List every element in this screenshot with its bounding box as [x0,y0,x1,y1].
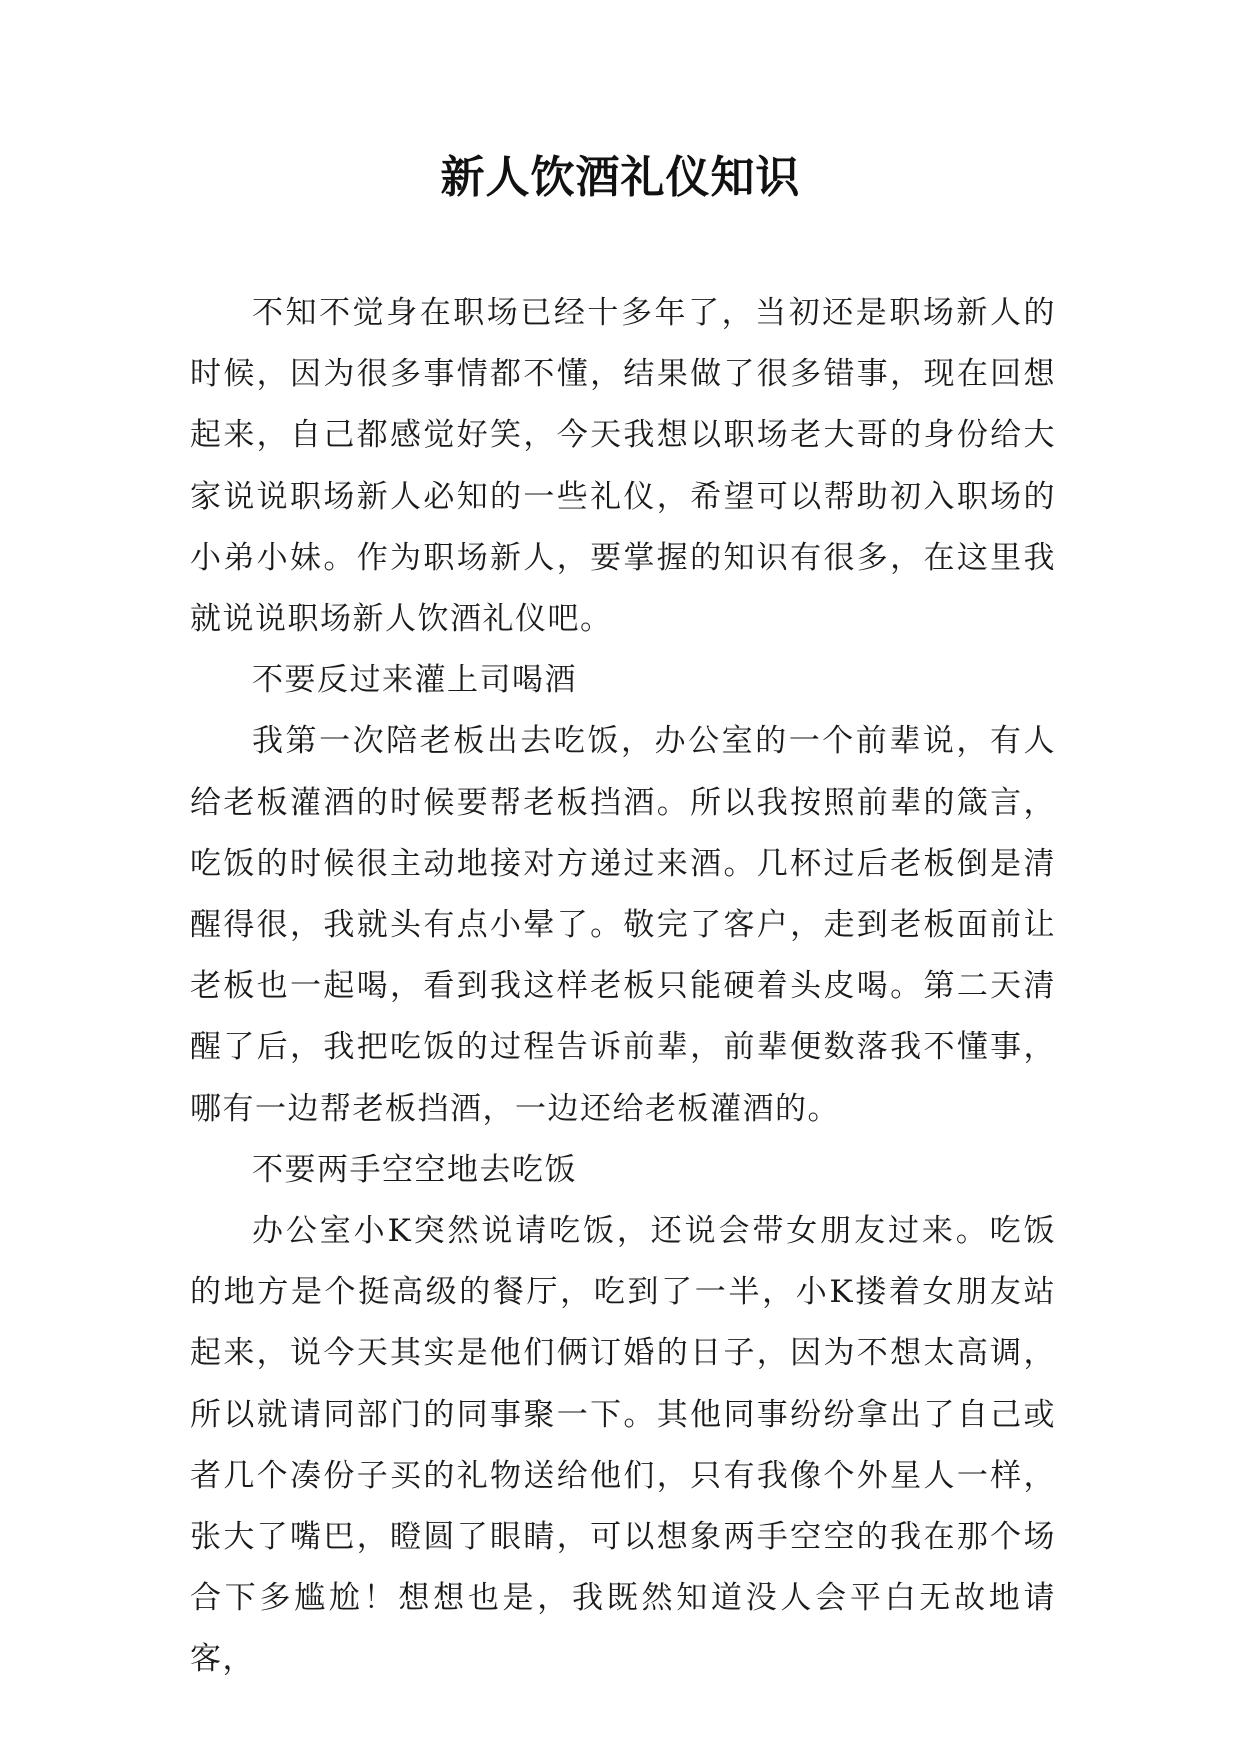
paragraph-intro: 不知不觉身在职场已经十多年了，当初还是职场新人的时候，因为很多事情都不懂，结果做了很多错事，现在回想起来，自己都感觉好笑，今天我想以职场老大哥的身份给大家说说职场新人必知的一些礼仪，希望可以帮助初入职场的小弟小妹。作为职场新人，要掌握的知识有很多，在这里我就说说职场新人饮酒礼仪吧。 [190,295,1056,638]
paragraph-story-2: 办公室小K突然说请吃饭，还说会带女朋友过来。吃饭的地方是个挺高级的餐厅，吃到了一半，小K搂着女朋友站起来，说今天其实是他们俩订婚的日子，因为不想太高调，所以就请同部门的同事聚一下。其他同事纷纷拿出了自己或者几个凑份子买的礼物送给他们，只有我像个外星人一样，张大了嘴巴，瞪圆了眼睛，可以想象两手空空的我在那个场合下多尴尬！想想也是，我既然知道没人会平白无故地请客， [190,1213,1056,1678]
document-title: 新人饮酒礼仪知识 [440,152,801,203]
document-body [190,283,1056,1691]
section-heading-2: 不要两手空空地去吃饭 [252,1151,577,1188]
paragraph-story-1: 我第一次陪老板出去吃饭，办公室的一个前辈说，有人给老板灌酒的时候要帮老板挡酒。所以我按照前辈的箴言，吃饭的时候很主动地接对方递过来酒。几杯过后老板倒是清醒得很，我就头有点小晕了。敬完了客户，走到老板面前让老板也一起喝，看到我这样老板只能硬着头皮喝。第二天清醒了后，我把吃饭的过程告诉前辈，前辈便数落我不懂事，哪有一边帮老板挡酒，一边还给老板灌酒的。 [190,723,1056,1127]
section-heading-1: 不要反过来灌上司喝酒 [252,662,577,699]
